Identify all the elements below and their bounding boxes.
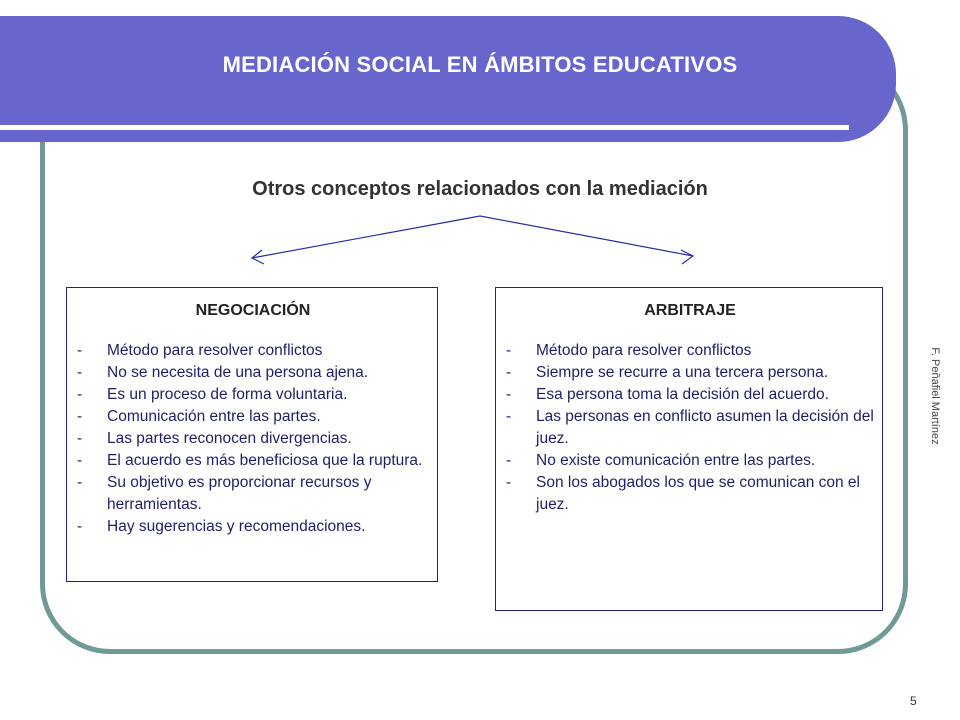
arbitration-list [506, 340, 874, 516]
arrow-left-line [252, 216, 480, 258]
negotiation-list [77, 340, 429, 538]
list-item-text: Comunicación entre las partes. [107, 408, 321, 425]
arbitration-title: ARBITRAJE [644, 302, 736, 319]
list-item [77, 472, 429, 516]
bullet-dash: - [77, 408, 83, 425]
arrow-right-head [681, 250, 693, 264]
list-item-text: No existe comunicación entre las partes. [536, 452, 816, 469]
arbitration-box [495, 287, 883, 611]
bullet-dash: - [77, 452, 83, 469]
list-item [77, 340, 429, 362]
bullet-dash: - [506, 386, 512, 403]
bullet-dash: - [77, 364, 83, 381]
negotiation-title: NEGOCIACIÓN [195, 302, 311, 319]
list-item-text: Siempre se recurre a una tercera persona. [536, 364, 829, 381]
arrow-right-line [480, 216, 693, 256]
list-item [77, 450, 429, 472]
page-number: 5 [910, 694, 917, 708]
bullet-dash: - [77, 430, 83, 447]
list-item [506, 472, 874, 516]
list-item-text: Esa persona toma la decisión del acuerdo. [536, 386, 829, 403]
bullet-dash: - [506, 342, 512, 359]
list-item-text: Las personas en conflicto asumen la decisión del juez. [536, 408, 874, 447]
list-item-text: Su objetivo es proporcionar recursos y herramientas. [107, 474, 372, 513]
list-item-text: Las partes reconocen divergencias. [107, 430, 352, 447]
author-credit-text: F. Peñafiel Martínez [929, 347, 941, 445]
bullet-dash: - [506, 364, 512, 381]
bullet-dash: - [506, 408, 512, 425]
list-item-text: Método para resolver conflictos [107, 342, 323, 359]
list-item-text: Método para resolver conflictos [536, 342, 752, 359]
list-item [77, 384, 429, 406]
list-item [77, 362, 429, 384]
list-item [506, 450, 874, 472]
bullet-dash: - [77, 342, 83, 359]
list-item [506, 384, 874, 406]
list-item-text: No se necesita de una persona ajena. [107, 364, 369, 381]
list-item [77, 516, 429, 538]
list-item [77, 428, 429, 450]
bullet-dash: - [506, 474, 512, 491]
list-item-text: El acuerdo es más beneficiosa que la ruptura. [107, 452, 423, 469]
negotiation-box [66, 287, 438, 582]
list-item-text: Son los abogados los que se comunican con el juez. [536, 474, 860, 513]
list-item-text: Es un proceso de forma voluntaria. [107, 386, 348, 403]
list-item [506, 406, 874, 450]
list-item [506, 340, 874, 362]
slide-subtitle: Otros conceptos relacionados con la mediación [252, 178, 708, 200]
list-item [506, 362, 874, 384]
list-item [77, 406, 429, 428]
slide-title: MEDIACIÓN SOCIAL EN ÁMBITOS EDUCATIVOS [222, 52, 738, 77]
bullet-dash: - [77, 518, 83, 535]
bullet-dash: - [77, 474, 83, 491]
list-item-text: Hay sugerencias y recomendaciones. [107, 518, 366, 535]
bullet-dash: - [506, 452, 512, 469]
bullet-dash: - [77, 386, 83, 403]
